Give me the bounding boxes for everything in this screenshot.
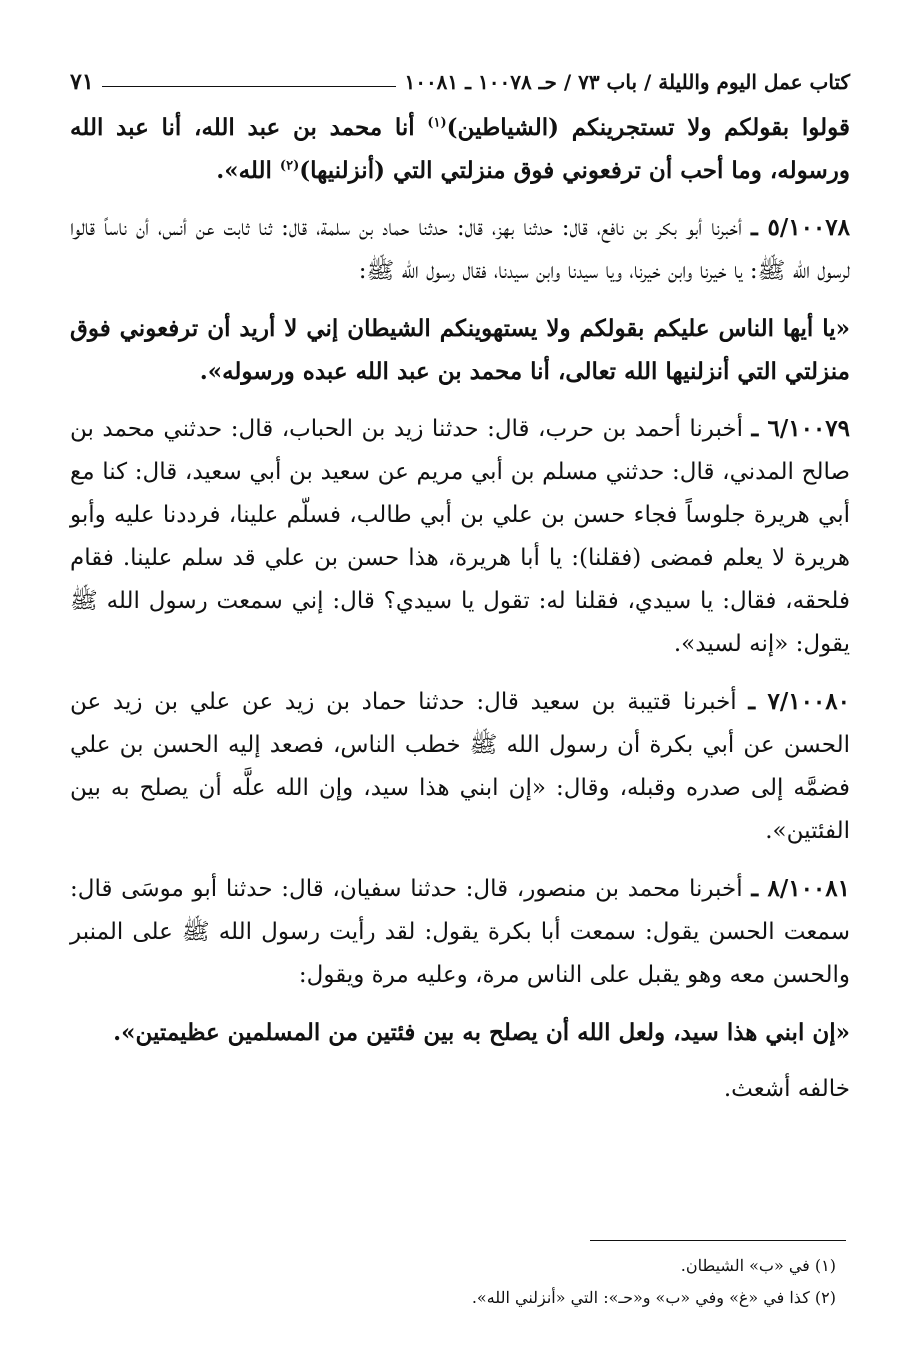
hadith-text-10078: «يا أيها الناس عليكم بقولكم ولا يستهوينكم الشيطان إني لا أريد أن ترفعوني فوق منزلتي التي أنزلنيها الله تعالى، أنا محمد بن عبد الله عبده ورسوله».: [70, 315, 850, 385]
hadith-number: ٥/١٠٠٧٨ ـ: [751, 214, 850, 241]
hadith-10079: [70, 407, 850, 666]
paragraph-text: الله».: [216, 157, 280, 184]
hadith-10081: [70, 867, 850, 997]
hadith-chain: أخبرنا محمد بن منصور، قال: حدثنا سفيان، قال: حدثنا أبو موسَى قال: سمعت الحسن يقول: سمعت أبا بكرة يقول: لقد رأيت رسول الله ﷺ على المنبر والحسن معه وهو يقبل على الناس مرة، وعليه مرة ويقول:: [70, 876, 850, 988]
hadith-number: ٨/١٠٠٨١ ـ: [751, 875, 850, 902]
closing-remark: خالفه أشعث.: [723, 1076, 850, 1102]
hadith-10080: [70, 680, 850, 853]
footnote-1: (١) في «ب» الشيطان.: [680, 1256, 836, 1275]
header-rule: [102, 86, 397, 87]
paragraph-continuation: [70, 106, 850, 192]
footnotes: [70, 1250, 836, 1314]
paragraph-text: قولوا بقولكم ولا تستجرينكم (الشياطين): [446, 114, 850, 141]
running-header: [70, 62, 850, 102]
hadith-chain: أخبرنا قتيبة بن سعيد قال: حدثنا حماد بن زيد عن علي بن زيد عن الحسن عن أبي بكرة أن رسول الله ﷺ خطب الناس، فصعد إليه الحسن بن علي فضمَّه إلى صدره وقبله، وقال: «إن ابني هذا سيد، وإن الله علَّه أن يصلح به بين الفئتين».: [70, 689, 850, 844]
hadith-text-10081: «إن ابني هذا سيد، ولعل الله أن يصلح به بين فئتين من المسلمين عظيمتين».: [113, 1019, 850, 1046]
footnote-divider: [590, 1240, 846, 1241]
page-number: ٧١: [70, 69, 94, 95]
hadith-number: ٧/١٠٠٨٠ ـ: [748, 688, 850, 715]
book-page: [70, 62, 850, 1125]
hadith-chain: أخبرنا أحمد بن حرب، قال: حدثنا زيد بن الحباب، قال: حدثني محمد بن صالح المدني، قال: حدثني مسلم بن أبي مريم عن سعيد بن أبي سعيد، قال: كنا مع أبي هريرة جلوساً فجاء حسن بن علي بن أبي طالب، فسلّم علينا، فرددنا عليه وأبو هريرة لا يعلم فمضى (فقلنا): يا أبا هريرة، هذا حسن بن علي قد سلم علينا. فقام فلحقه، فقال: يا سيدي، فقلنا له: تقول يا سيدي؟ قال: إني سمعت رسول الله ﷺ يقول: «إنه لسيد».: [70, 416, 850, 657]
hadith-number: ٦/١٠٠٧٩ ـ: [751, 415, 850, 442]
footnote-ref-1: (١): [427, 115, 447, 131]
footnote-ref-2: (٢): [279, 158, 300, 174]
paragraph-text: أنا محمد بن عبد الله، أنا عبد الله ورسوله، وما أحب أن ترفعوني فوق منزلتي التي (أنزلنيها): [70, 114, 850, 184]
body-text: [70, 106, 850, 1111]
running-title: كتاب عمل اليوم والليلة / باب ٧٣ / حـ ١٠٠٧٨ ـ ١٠٠٨١: [404, 70, 850, 94]
hadith-chain: أخبرنا أبو بكر بن نافع، قال: حدثنا بهز، قال: حدثنا حماد بن سلمة، قال: ثنا ثابت عن أنس، أن ناساً قالوا لرسول الله ﷺ: يا خيرنا وابن خيرنا، ويا سيدنا وابن سيدنا، فقال رسول الله ﷺ:: [70, 215, 850, 284]
footnote-2: (٢) كذا في «غ» وفي «ب» و«حـ»: التي «أنزلني الله».: [471, 1288, 836, 1307]
hadith-10078: [70, 206, 850, 293]
